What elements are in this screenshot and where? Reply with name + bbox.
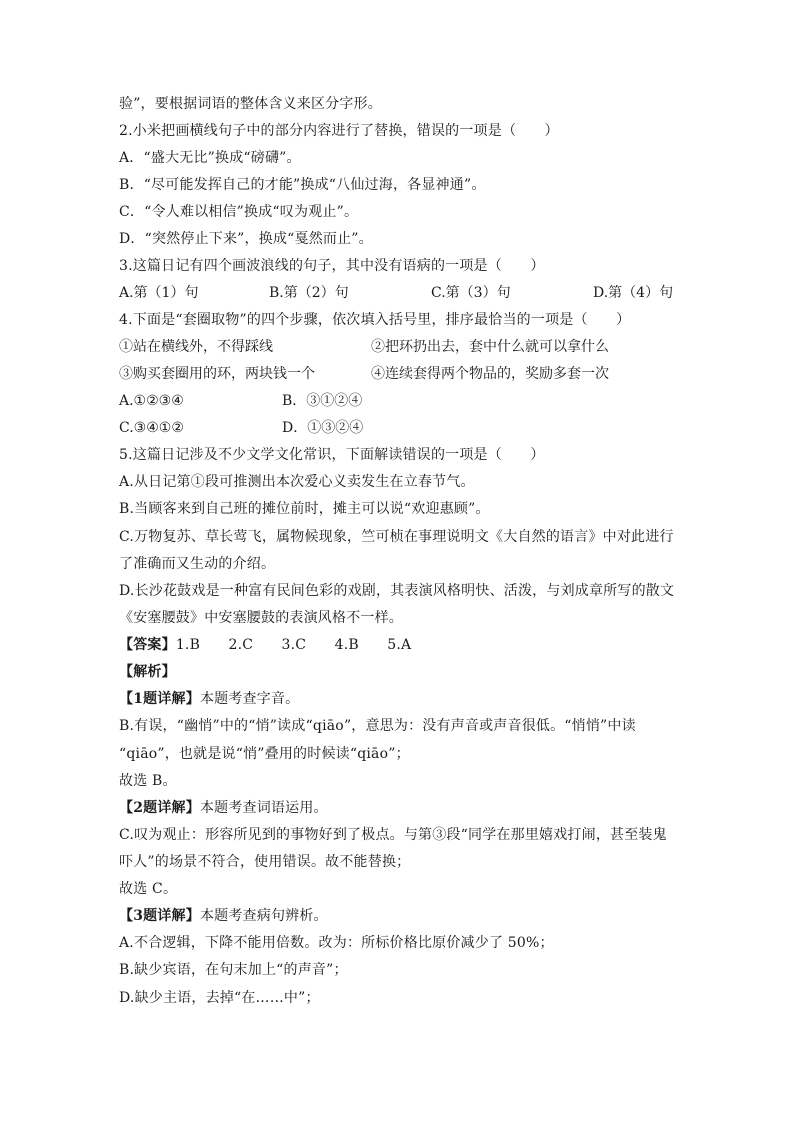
detail-2-label: 【2题详解】 — [119, 800, 200, 816]
q4-option-c: C.③④①② — [119, 420, 184, 436]
q5-option-c-cont: 了准确而又生动的介绍。 — [119, 556, 276, 572]
q2-option-d: D．“突然停止下来”，换成“戛然而止”。 — [119, 231, 373, 247]
q4-option-b: B．③①②④ — [282, 393, 363, 409]
question-3: 3.这篇日记有四个画波浪线的句子，其中没有语病的一项是（ ） — [119, 258, 545, 274]
detail-2-pick: 故选 C。 — [119, 881, 178, 897]
q5-option-c: C.万物复苏、草长莺飞，属物候现象，竺可桢在事理说明文《大自然的语言》中对此进行 — [119, 529, 674, 545]
detail-3-text: 本题考查病句辨析。 — [199, 908, 328, 924]
q5-option-b: B.当顾客来到自己班的摊位前时，摊主可以说“欢迎惠顾”。 — [119, 501, 490, 517]
q4-option-a: A.①②③④ — [119, 393, 184, 409]
q3-option-a: A.第（1）句 — [119, 285, 199, 301]
detail-3-d: D.缺少主语，去掉“在……中”； — [119, 990, 320, 1006]
q4-step-1: ①站在横线外，不得踩线 — [119, 339, 273, 355]
q3-options — [119, 283, 679, 303]
detail-2-body-cont: 吓人”的场景不符合，使用错误。故不能替换； — [119, 854, 411, 870]
detail-3-label: 【3题详解】 — [119, 908, 200, 924]
text-line: 验”，要根据词语的整体含义来区分字形。 — [119, 96, 382, 112]
q3-option-d: D.第（4）句 — [593, 285, 674, 301]
q4-steps-row-1 — [119, 337, 609, 357]
question-5: 5.这篇日记涉及不少文学文化常识，下面解读错误的一项是（ ） — [119, 447, 545, 463]
answer-label: 【答案】 — [119, 637, 176, 653]
q5-option-d: D.长沙花鼓戏是一种富有民间色彩的戏剧，其表演风格明快、活泼，与刘成章所写的散文 — [119, 583, 675, 599]
detail-3-b: B.缺少宾语，在句末加上“的声音”； — [119, 962, 348, 978]
q2-option-a: A．“盛大无比”换成“磅礴”。 — [119, 150, 301, 166]
detail-1-body-cont: “qiāo”，也就是说“悄”叠用的时候读“qiāo”； — [119, 746, 410, 762]
answer-line — [119, 635, 411, 655]
q3-option-b: B.第（2）句 — [269, 285, 349, 301]
detail-3-heading — [119, 906, 328, 926]
q5-option-d-cont: 《安塞腰鼓》中安塞腰鼓的表演风格不一样。 — [119, 610, 403, 626]
q2-option-b: B．“尽可能发挥自己的才能”换成“八仙过海，各显神通”。 — [119, 177, 486, 193]
detail-2-text: 本题考查词语运用。 — [199, 800, 328, 816]
q4-options-row-2 — [119, 418, 363, 438]
q4-steps-row-2 — [119, 364, 609, 384]
detail-3-a: A.不合逻辑，下降不能用倍数。改为：所标价格比原价减少了 50%； — [119, 935, 554, 951]
detail-1-label: 【1题详解】 — [119, 691, 200, 707]
detail-2-body: C.叹为观止：形容所见到的事物好到了极点。与第③段“同学在那里嬉戏打闹，甚至装鬼 — [119, 827, 667, 843]
detail-1-heading — [119, 689, 299, 709]
q2-option-c: C．“令人难以相信”换成“叹为观止”。 — [119, 204, 359, 220]
detail-1-body: B.有误，“幽悄”中的“悄”读成“qiāo”，意思为：没有声音或声音很低。“悄悄”中读 — [119, 718, 636, 734]
detail-2-heading — [119, 798, 328, 818]
detail-1-text: 本题考查字音。 — [199, 691, 300, 707]
q3-option-c: C.第（3）句 — [431, 285, 511, 301]
q4-option-d: D．①③②④ — [282, 420, 364, 436]
q4-options-row-1 — [119, 391, 362, 411]
q4-step-2: ②把环扔出去，套中什么就可以拿什么 — [371, 339, 609, 355]
q4-step-3: ③购买套圈用的环，两块钱一个 — [119, 366, 315, 382]
analysis-heading: 【解析】 — [119, 664, 176, 680]
question-2: 2.小米把画横线句子中的部分内容进行了替换，错误的一项是（ ） — [119, 123, 559, 139]
detail-1-pick: 故选 B。 — [119, 773, 177, 789]
answer-text: 1.B 2.C 3.C 4.B 5.A — [175, 637, 412, 653]
question-4: 4.下面是“套圈取物”的四个步骤，依次填入括号里，排序最恰当的一项是（ ） — [119, 312, 631, 328]
q4-step-4: ④连续套得两个物品的，奖励多套一次 — [371, 366, 609, 382]
q5-option-a: A.从日记第①段可推测出本次爱心义卖发生在立春节气。 — [119, 474, 475, 490]
